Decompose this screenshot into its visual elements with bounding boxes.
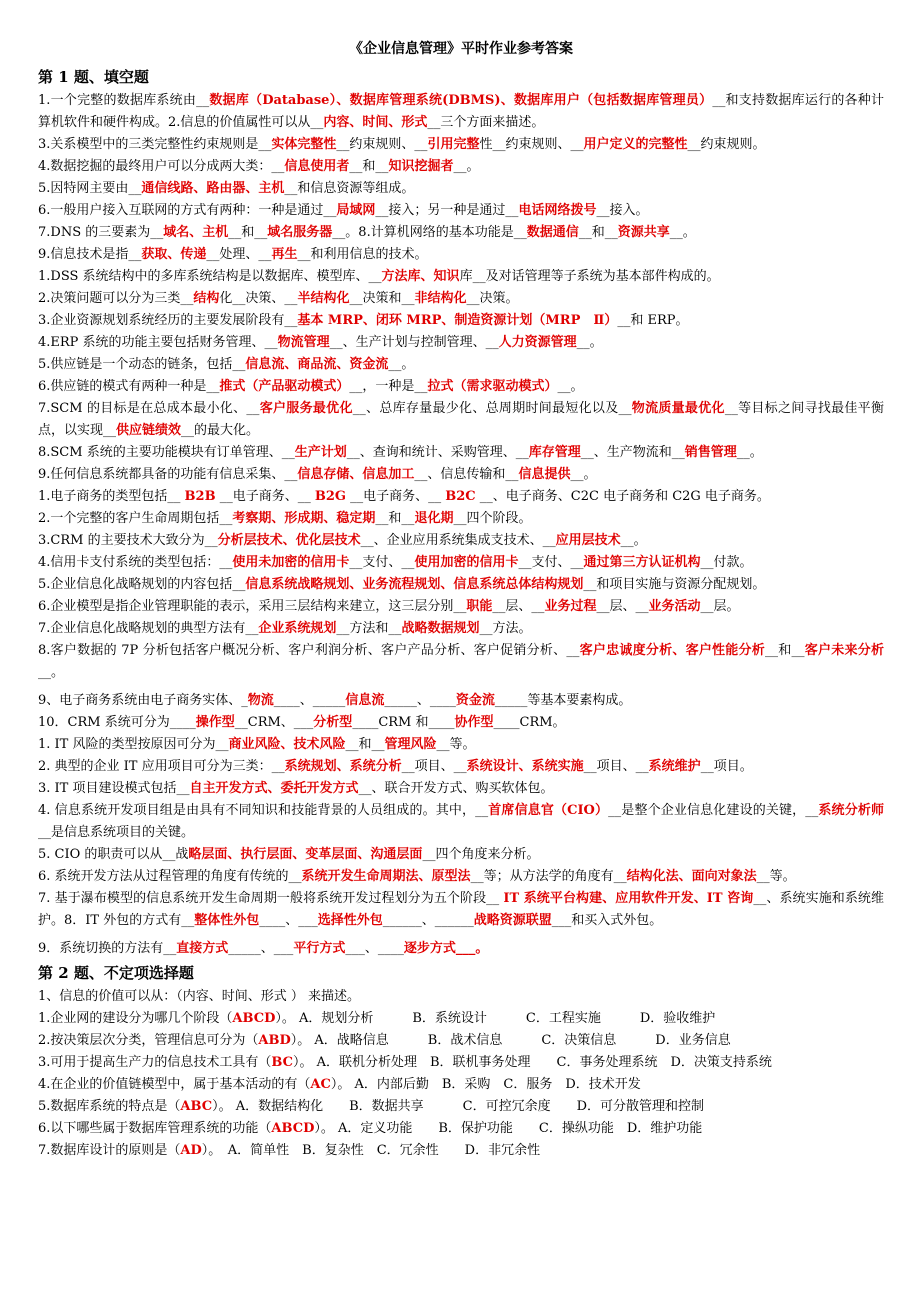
- answer-text: 再生: [271, 247, 298, 262]
- question-text: __的最大化。: [181, 423, 260, 438]
- answer-text: AD: [180, 1143, 202, 1158]
- question-text: __。: [557, 379, 584, 394]
- question-text: ）。 A．内部后勤 B．采购 C．服务 D．技术开发: [330, 1077, 641, 1092]
- question-text: ___和买入式外包。: [551, 913, 663, 928]
- answer-text: 非结构化: [414, 291, 467, 306]
- question-item: [38, 596, 884, 618]
- question-text: __约束规则、__: [336, 137, 428, 152]
- question-item: [38, 508, 884, 530]
- question-text: __和__: [375, 511, 415, 526]
- question-text: 5.数据库系统的特点是（: [38, 1099, 181, 1114]
- answer-text: ABC: [180, 1099, 213, 1114]
- answer-text: 数据通信: [526, 225, 579, 240]
- answer-text: 通过第三方认证机构: [583, 555, 701, 570]
- question-text: 9.信息技术是指__: [38, 247, 142, 262]
- question-item: [38, 938, 884, 960]
- answer-text: ABD: [258, 1033, 291, 1048]
- question-item: [38, 464, 884, 486]
- question-text: 化__决策、__: [219, 291, 298, 306]
- answer-text: 首席信息官（CIO）: [488, 803, 609, 818]
- question-text: __方法。: [479, 621, 532, 636]
- question-text: 3. IT 项目建设模式包括__: [38, 781, 190, 796]
- question-text: 7.DNS 的三要素为__: [38, 225, 164, 240]
- question-text: __和__: [578, 225, 618, 240]
- answer-text: 域名、主机: [163, 225, 229, 240]
- answer-text: 直接方式: [176, 941, 229, 956]
- question-text: __和__: [228, 225, 268, 240]
- question-text: __等。: [756, 869, 796, 884]
- question-text: 2.按决策层次分类，管理信息可分为（: [38, 1033, 259, 1048]
- question-text: __和 ERP。: [617, 313, 689, 328]
- question-text: 7.企业信息化战略规划的典型方法有__: [38, 621, 259, 636]
- document-title: 《企业信息管理》平时作业参考答案: [349, 41, 573, 57]
- answer-text: 逐步方式: [403, 941, 456, 956]
- question-text: 4. 信息系统开发项目组是由具有不同知识和技能背景的人员组成的。其中，__: [38, 803, 489, 818]
- answer-text: 拉式（需求驱动模式）: [427, 379, 558, 394]
- question-text: __项目。: [700, 759, 753, 774]
- question-text: __等；从方法学的角度有__: [470, 869, 627, 884]
- question-item: [38, 756, 884, 778]
- answer-text: 内容、时间、形式: [323, 115, 428, 130]
- question-item: [38, 1140, 884, 1162]
- question-item: [38, 310, 884, 332]
- question-item: [38, 244, 884, 266]
- answer-text: 业务过程: [544, 599, 597, 614]
- answer-text: 生产计划: [294, 445, 347, 460]
- answer-text: 自主开发方式、委托开发方式: [189, 781, 359, 796]
- question-text: 3.企业资源规划系统经历的主要发展阶段有__: [38, 313, 298, 328]
- answer-text: 略层面、执行层面、变革层面、沟通层面: [188, 847, 423, 862]
- question-text: ）。 A．规划分析 B．系统设计 C．工程实施 D．验收维护: [275, 1011, 716, 1026]
- question-text: _____等基本要素构成。: [494, 693, 632, 708]
- question-text: __。: [453, 159, 480, 174]
- question-text: __支付、__: [518, 555, 584, 570]
- question-text: _____、___: [228, 941, 294, 956]
- question-text: 2.一个完整的客户生命周期包括__: [38, 511, 233, 526]
- answer-text: 信息提供: [518, 467, 571, 482]
- question-text: __。: [388, 357, 415, 372]
- question-text: ）。 A．联机分析处理 B．联机事务处理 C．事务处理系统 D．决策支持系统: [292, 1055, 772, 1070]
- question-text: __层。: [700, 599, 740, 614]
- question-item: [38, 866, 884, 888]
- answer-text: 知识挖掘者: [388, 159, 454, 174]
- question-item: [38, 712, 884, 734]
- answer-text: 信息使用者: [284, 159, 350, 174]
- question-text: __、生产计划与控制管理、__: [329, 335, 499, 350]
- question-text: 2.决策问题可以分为三类__: [38, 291, 194, 306]
- question-text: 4.信用卡支付系统的类型包括：__: [38, 555, 233, 570]
- section-heading: 第 2 题、不定项选择题: [38, 964, 194, 982]
- answer-text: 选择性外包: [317, 913, 383, 928]
- question-item: [38, 486, 884, 508]
- question-text: 8.客户数据的 7P 分析包括客户概况分析、客户利润分析、客户产品分析、客户促销分析、__: [38, 643, 580, 658]
- question-text: 1.一个完整的数据库系统由__: [38, 93, 210, 108]
- question-text: __和信息资源等组成。: [284, 181, 415, 196]
- question-text: __、企业应用系统集成支技术、__: [360, 533, 556, 548]
- question-text: __处理、__: [206, 247, 272, 262]
- question-text: 9．系统切换的方法有__: [38, 941, 177, 956]
- question-text: ）。 A．战略信息 B．战术信息 C．决策信息 D．业务信息: [290, 1033, 731, 1048]
- question-text: __项目、__: [583, 759, 649, 774]
- question-text: __和__: [345, 737, 385, 752]
- answer-text: 资源共享: [617, 225, 670, 240]
- question-item: [38, 530, 884, 552]
- question-text: 5.因特网主要由__: [38, 181, 142, 196]
- question-text: __接入；另一种是通过__: [375, 203, 519, 218]
- question-text: __。: [620, 533, 647, 548]
- question-item: [38, 618, 884, 640]
- question-text: 6.企业模型是指企业管理职能的表示，采用三层结构来建立，这三层分别__: [38, 599, 467, 614]
- question-item: [38, 888, 884, 932]
- question-item: [38, 134, 884, 156]
- question-text: 6.供应链的模式有两种一种是__: [38, 379, 220, 394]
- answer-text: 管理风险: [384, 737, 437, 752]
- answer-text: 局域网: [336, 203, 376, 218]
- question-text: __项目、__: [401, 759, 467, 774]
- answer-text: B2C: [445, 489, 476, 504]
- question-text: 6.一般用户接入互联网的方式有两种：一种是通过__: [38, 203, 337, 218]
- question-text: __电子商务、__: [215, 489, 315, 504]
- question-text: 4.在企业的价值链模型中，属于基本活动的有（: [38, 1077, 311, 1092]
- answer-text: 系统设计、系统实施: [466, 759, 584, 774]
- answer-text: 考察期、形成期、稳定期: [232, 511, 376, 526]
- question-item: [38, 288, 884, 310]
- question-item: [38, 1096, 884, 1118]
- answer-text: 分析层技术、优化层技术: [217, 533, 361, 548]
- question-item: [38, 200, 884, 222]
- answer-text: 商业风险、技术风险: [228, 737, 346, 752]
- question-text: __方法和__: [336, 621, 402, 636]
- question-item: [38, 986, 884, 1008]
- answer-text: 推式（产品驱动模式）: [219, 379, 350, 394]
- question-text: __付款。: [700, 555, 753, 570]
- question-text: ）。 A．数据结构化 B．数据共享 C．可控冗余度 D．可分散管理和控制: [212, 1099, 705, 1114]
- answer-text: 应用层技术: [555, 533, 621, 548]
- question-text: __。: [38, 665, 65, 680]
- question-text: 1、信息的价值可以从：（内容、时间、形式 ） 来描述。: [38, 989, 361, 1004]
- question-item: [38, 778, 884, 800]
- question-text: __和__: [765, 643, 805, 658]
- question-text: ____CRM 和____: [352, 715, 455, 730]
- question-text: 1.电子商务的类型包括__: [38, 489, 185, 504]
- question-item: [38, 1074, 884, 1096]
- question-text: __、总库存量最少化、总周期时间最短化以及__: [352, 401, 632, 416]
- question-text: 6. 系统开发方法从过程管理的角度有传统的__: [38, 869, 302, 884]
- answer-text: 企业系统规划: [258, 621, 337, 636]
- question-text: __和项目实施与资源分配规划。: [583, 577, 766, 592]
- question-text: 5.企业信息化战略规划的内容包括__: [38, 577, 246, 592]
- question-item: [38, 376, 884, 398]
- answer-text: 引用完整: [427, 137, 480, 152]
- question-text: 3.CRM 的主要技术大致分为__: [38, 533, 218, 548]
- answer-text: 协作型: [454, 715, 494, 730]
- question-text: 9、电子商务系统由电子商务实体、_: [38, 693, 248, 708]
- document-body: [38, 66, 884, 1162]
- answer-text: 职能: [466, 599, 493, 614]
- answer-text: 客户未来分析: [804, 643, 884, 658]
- question-text: __和__: [349, 159, 389, 174]
- question-text: 1.DSS 系统结构中的多库系统结构是以数据库、模型库、__: [38, 269, 382, 284]
- answer-text: 整体性外包: [194, 913, 260, 928]
- answer-text: 销售管理: [684, 445, 737, 460]
- question-text: __和支持数据库运行的各种计算机软件和硬件构成。2.信息的价值属性可以从__: [38, 93, 884, 130]
- question-text: 3.可用于提高生产力的信息技术工具有（: [38, 1055, 272, 1070]
- answer-text: 用户定义的完整性: [583, 137, 688, 152]
- question-text: __。: [736, 445, 763, 460]
- answer-text: ABCD: [232, 1011, 276, 1026]
- question-item: [38, 332, 884, 354]
- answer-text: BC: [271, 1055, 293, 1070]
- answer-text: ___。: [455, 941, 489, 956]
- question-text: __是信息系统项目的关键。: [38, 825, 195, 840]
- question-text: 6.以下哪些属于数据库管理系统的功能（: [38, 1121, 272, 1136]
- question-text: __。: [576, 335, 603, 350]
- section-heading: 第 1 题、填空题: [38, 68, 149, 86]
- question-text: __层、__: [596, 599, 649, 614]
- question-text: ____CRM。: [493, 715, 566, 730]
- question-text: __CRM、___: [234, 715, 314, 730]
- answer-text: 域名服务器: [267, 225, 333, 240]
- question-text: __。8.计算机网络的基本功能是__: [332, 225, 527, 240]
- question-text: 5. CIO 的职责可以从__战: [38, 847, 189, 862]
- question-text: 库__及对话管理等子系统为基本部件构成的。: [459, 269, 720, 284]
- question-text: ___、____: [345, 941, 404, 956]
- answer-text: 信息流: [345, 693, 385, 708]
- question-text: __决策和__: [349, 291, 415, 306]
- question-text: 4.ERP 系统的功能主要包括财务管理、__: [38, 335, 278, 350]
- answer-text: 供应链绩效: [116, 423, 182, 438]
- answer-text: 方法库、知识: [381, 269, 460, 284]
- question-text: __、查询和统计、采购管理、__: [346, 445, 529, 460]
- question-item: [38, 574, 884, 596]
- question-text: __电子商务、__: [345, 489, 446, 504]
- question-text: ____、_____: [273, 693, 346, 708]
- answer-text: 物流质量最优化: [631, 401, 725, 416]
- question-text: ____、___: [259, 913, 318, 928]
- question-text: 4.数据挖掘的最终用户可以分成两大类：__: [38, 159, 285, 174]
- question-text: 2. 典型的企业 IT 应用项目可分为三类：__: [38, 759, 285, 774]
- answer-text: IT 系统平台构建、应用软件开发、IT 咨询: [503, 891, 754, 906]
- question-item: [38, 442, 884, 464]
- question-item: [38, 398, 884, 442]
- question-text: 1. IT 风险的类型按原因可分为__: [38, 737, 229, 752]
- answer-text: 系统规划、系统分析: [284, 759, 402, 774]
- question-text: ）。 A．定义功能 B．保护功能 C．操纵功能 D．维护功能: [314, 1121, 703, 1136]
- question-text: 8.SCM 系统的主要功能模块有订单管理、__: [38, 445, 295, 460]
- answer-text: 使用加密的信用卡: [414, 555, 519, 570]
- answer-text: 客户忠诚度分析、客户性能分析: [579, 643, 766, 658]
- question-text: __。: [669, 225, 696, 240]
- answer-text: 平行方式: [293, 941, 346, 956]
- question-text: __，一种是__: [349, 379, 428, 394]
- answer-text: 战略数据规划: [401, 621, 480, 636]
- answer-text: 业务活动: [648, 599, 701, 614]
- question-text: __约束规则。: [687, 137, 766, 152]
- question-item: [38, 690, 884, 712]
- question-item: [38, 1008, 884, 1030]
- question-item: [38, 1118, 884, 1140]
- question-text: __、生产物流和__: [580, 445, 685, 460]
- question-text: 3.关系模型中的三类完整性约束规则是__: [38, 137, 272, 152]
- answer-text: 战略资源联盟: [473, 913, 552, 928]
- question-text: 7. 基于瀑布模型的信息系统开发生命周期一般将系统开发过程划分为五个阶段__: [38, 891, 504, 906]
- question-item: [38, 552, 884, 574]
- question-item: [38, 90, 884, 134]
- answer-text: 客户服务最优化: [259, 401, 353, 416]
- question-item: [38, 1030, 884, 1052]
- question-text: __等。: [436, 737, 476, 752]
- question-item: [38, 222, 884, 244]
- answer-text: 基本 MRP、闭环 MRP、制造资源计划（MRP Ⅱ）: [297, 313, 618, 328]
- answer-text: 系统维护: [648, 759, 701, 774]
- answer-text: 电话网络拨号: [518, 203, 597, 218]
- answer-text: AC: [310, 1077, 331, 1092]
- answer-text: 系统分析师: [818, 803, 884, 818]
- answer-text: 分析型: [313, 715, 353, 730]
- answer-text: 信息存储、信息加工: [297, 467, 415, 482]
- answer-text: 实体完整性: [271, 137, 337, 152]
- question-text: 性__约束规则、__: [479, 137, 584, 152]
- question-text: __层、__: [492, 599, 545, 614]
- question-text: __等目标之间寻找最佳平衡点，以实现__: [38, 401, 884, 438]
- answer-text: 结构: [193, 291, 220, 306]
- question-text: __。: [570, 467, 597, 482]
- question-text: __、系统实施和系统维护。8．IT 外包的方式有__: [38, 891, 885, 928]
- question-item: [38, 844, 884, 866]
- answer-text: 退化期: [414, 511, 454, 526]
- question-item: [38, 266, 884, 288]
- question-text: __、联合开发方式、购买软体包。: [358, 781, 554, 796]
- question-text: __是整个企业信息化建设的关键，__: [608, 803, 819, 818]
- answer-text: 物流: [247, 693, 274, 708]
- answer-text: B2B: [184, 489, 216, 504]
- answer-text: 人力资源管理: [498, 335, 577, 350]
- question-text: 5.供应链是一个动态的链条，包括__: [38, 357, 246, 372]
- answer-text: 数据库（Database）、数据库管理系统(DBMS)、数据库用户（包括数据库管理员）: [209, 93, 713, 108]
- question-text: __、电子商务、C2C 电子商务和 C2G 电子商务。: [475, 489, 770, 504]
- answer-text: 半结构化: [297, 291, 350, 306]
- question-item: [38, 156, 884, 178]
- answer-text: B2G: [314, 489, 346, 504]
- question-text: 7.数据库设计的原则是（: [38, 1143, 181, 1158]
- answer-text: 库存管理: [528, 445, 581, 460]
- answer-text: 通信线路、路由器、主机: [141, 181, 285, 196]
- answer-text: ABCD: [271, 1121, 315, 1136]
- answer-text: 系统开发生命周期法、原型法: [301, 869, 471, 884]
- answer-text: 资金流: [455, 693, 495, 708]
- question-text: 1.企业网的建设分为哪几个阶段（: [38, 1011, 233, 1026]
- question-item: [38, 178, 884, 200]
- question-text: __接入。: [596, 203, 649, 218]
- question-item: [38, 734, 884, 756]
- question-text: __四个阶段。: [453, 511, 532, 526]
- question-text: __三个方面来描述。: [427, 115, 545, 130]
- question-text: ）。 A．简单性 B．复杂性 C．冗余性 D．非冗余性: [201, 1143, 541, 1158]
- question-text: ______、______: [382, 913, 474, 928]
- answer-text: 结构化法、面向对象法: [626, 869, 757, 884]
- question-item: [38, 354, 884, 376]
- question-text: __决策。: [466, 291, 519, 306]
- answer-text: 物流管理: [277, 335, 330, 350]
- question-item: [38, 640, 884, 684]
- answer-text: 获取、传递: [141, 247, 207, 262]
- question-text: 7.SCM 的目标是在总成本最小化、__: [38, 401, 260, 416]
- answer-text: 操作型: [195, 715, 235, 730]
- question-text: 10．CRM 系统可分为____: [38, 715, 196, 730]
- answer-text: 信息流、商品流、资金流: [245, 357, 389, 372]
- answer-text: 信息系统战略规划、业务流程规划、信息系统总体结构规划: [245, 577, 584, 592]
- question-text: __和利用信息的技术。: [297, 247, 428, 262]
- question-text: 9.任何信息系统都具备的功能有信息采集、__: [38, 467, 298, 482]
- question-text: _____、____: [384, 693, 456, 708]
- question-item: [38, 1052, 884, 1074]
- answer-text: 使用未加密的信用卡: [232, 555, 350, 570]
- question-text: __支付、__: [349, 555, 415, 570]
- question-text: __四个角度来分析。: [422, 847, 540, 862]
- question-text: __、信息传输和__: [414, 467, 519, 482]
- question-item: [38, 800, 884, 844]
